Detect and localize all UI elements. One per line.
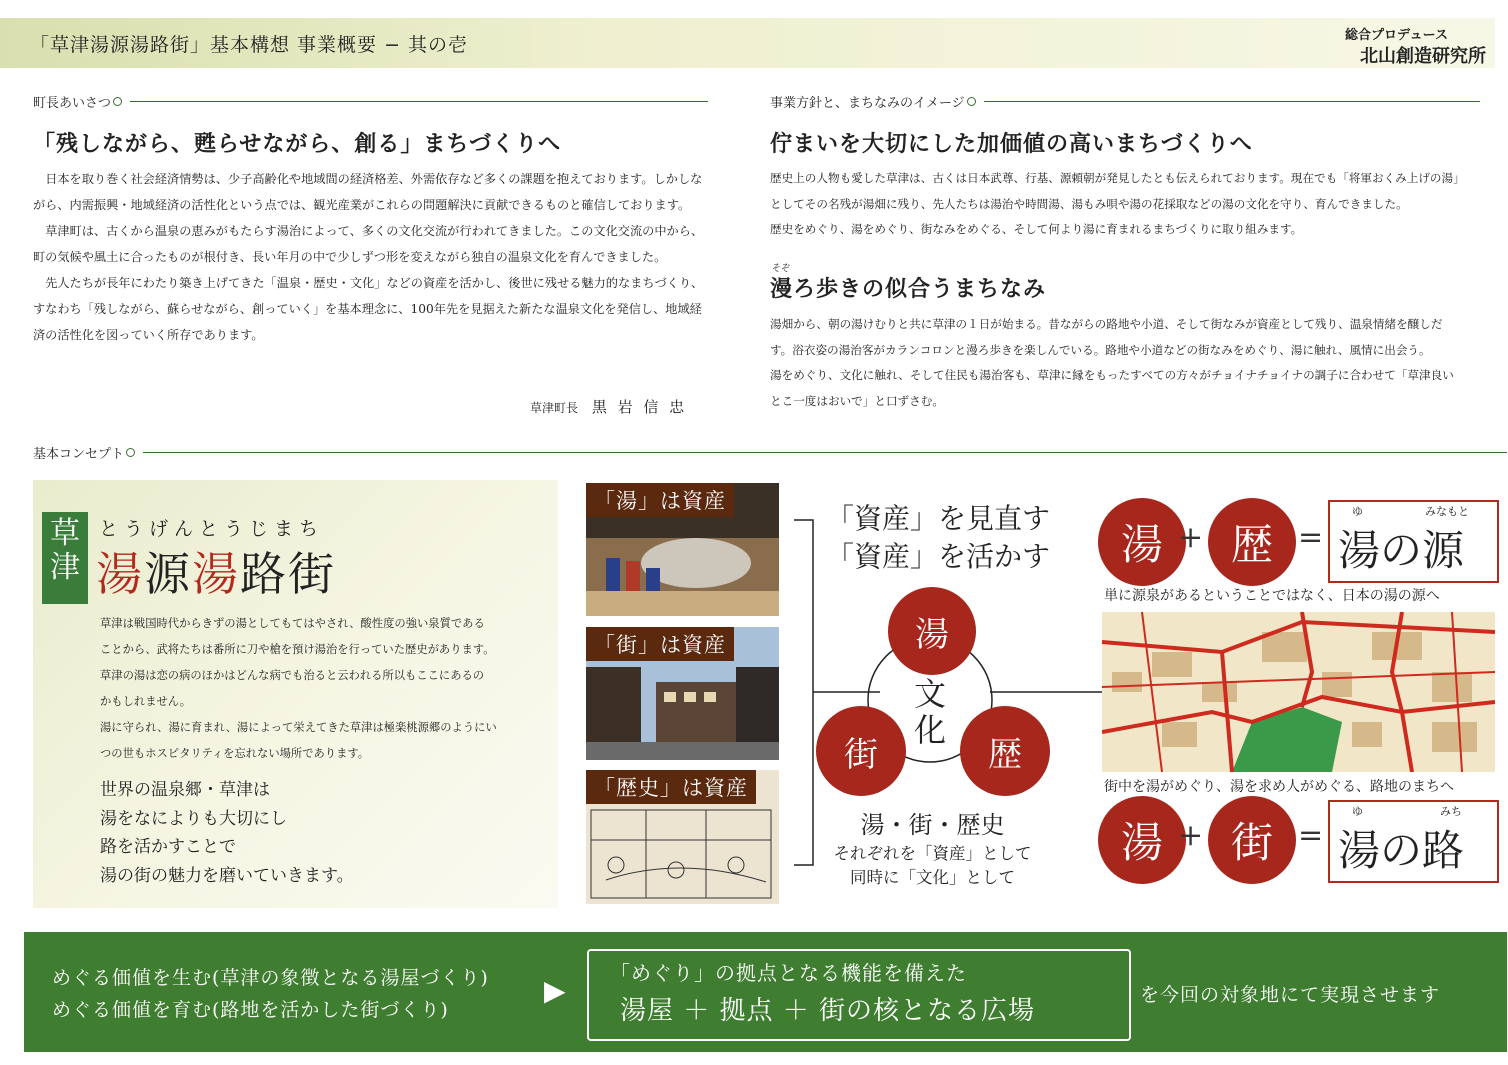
- motto-line: 路を活かすことで: [100, 837, 236, 857]
- eq1-ruby-2: みなもと: [1425, 505, 1469, 518]
- concept-description: [100, 611, 540, 767]
- eq2-ruby-1: ゆ: [1352, 805, 1363, 818]
- diagram-slogans: [826, 500, 1050, 576]
- bunka-char: 文: [914, 675, 947, 713]
- brand-char: 路街: [240, 547, 336, 601]
- policy-body-1: [770, 166, 1490, 243]
- brand-kanji-2: 津: [50, 550, 80, 585]
- eq2-result: 湯の路: [1338, 826, 1465, 875]
- concept-line: 草津は戦国時代からきずの湯としてもてはやされ、酸性度の強い泉質である: [100, 617, 485, 630]
- photo-label: 「歴史」は資産: [586, 770, 756, 804]
- eq2-ruby-2: みち: [1440, 805, 1462, 818]
- brand-char: 湯: [96, 547, 144, 601]
- concept-line: ことから、武将たちは番所に刀や槍を預け湯治を行っていた歴史があります。: [100, 643, 495, 656]
- producer-label: 総合プロデュース: [1345, 28, 1448, 43]
- photo-label: 「湯」は資産: [586, 483, 734, 517]
- eq2-circle-yu: 湯: [1098, 796, 1186, 884]
- greeting-section-label: [33, 92, 708, 111]
- eq2-plus: +: [1178, 818, 1204, 853]
- policy-heading-2-ruby: そぞ: [772, 264, 791, 274]
- greeting-body: [33, 166, 708, 348]
- greeting-paragraph: 草津町は、古くから温泉の恵みがもたらす湯治によって、多くの文化交流が行われてきました。この文化交流の中から、町の気候や風土に合ったものが根付き、長い年月の中で少しずつ形を変えながら独自の温泉文化を育んできました。: [33, 224, 704, 264]
- eq2-circle-machi: 街: [1208, 796, 1296, 884]
- brand-kusatsu-badge: [42, 512, 88, 604]
- slogan-utilize: 「資産」を活かす: [826, 540, 1051, 573]
- greeting-paragraph: 先人たちが長年にわたり築き上げてきた「温泉・歴史・文化」などの資産を活かし、後世に残せる魅力的なまちづくり、すなわち「残しながら、蘇らせながら、創っていく」を基本理念に、100年先を見据えた新たな温泉文化を発信し、地域経済の活性化を図っていく所存であります。: [33, 276, 704, 342]
- bunka-char: 化: [914, 711, 947, 749]
- policy-label-text: 事業方針と、まちなみのイメージ: [770, 96, 965, 111]
- signature-name: 黒 岩 信 忠: [591, 398, 688, 416]
- motto-line: 世界の温泉郷・草津は: [100, 780, 270, 800]
- concept-line: 湯に守られ、湯に育まれ、湯によって栄えてきた草津は極楽桃源郷のようにい: [100, 721, 497, 734]
- greeting-paragraph: 日本を取り巻く社会経済情勢は、少子高齢化や地域間の経済格差、外需依存など多くの課題を抱えております。しかしながら、内需振興・地域経済の活性化という点では、観光産業がこれらの問題解決に貢献できるものと確信しております。: [33, 172, 703, 212]
- eq1-caption: 単に源泉があるということではなく、日本の湯の源へ: [1104, 588, 1440, 604]
- concept-line: かもしれません。: [100, 695, 192, 708]
- photo-label: 「街」は資産: [586, 627, 734, 661]
- circle-yu: 湯: [888, 587, 976, 675]
- policy-line: 湯畑から、朝の湯けむりと共に草津の１日が始まる。昔ながらの路地や小道、そして街なみが資産として残り、温泉情緒を醸しだ: [770, 317, 1443, 331]
- policy-heading-1: 佇まいを大切にした加価値の高いまちづくりへ: [770, 131, 1253, 157]
- policy-line: 歴史をめぐり、湯をめぐり、街なみをめぐる、そして何より湯に育まれるまちづくりに取り組みます。: [770, 222, 1303, 236]
- bottom-center-line-1: 「めぐり」の拠点となる機能を備えた: [610, 961, 967, 985]
- photo-street: [586, 627, 779, 760]
- map-caption: 街中を湯がめぐり、湯を求め人がめぐる、路地のまちへ: [1104, 779, 1454, 795]
- concept-line: 草津の湯は恋の病のほかはどんな病でも治ると云われる所以もここにあるの: [100, 669, 485, 682]
- slogan-review: 「資産」を見直す: [826, 502, 1051, 535]
- eq2-equals: =: [1298, 818, 1324, 853]
- bottom-arrow-icon: ▶: [544, 974, 566, 1007]
- eq1-equals: =: [1298, 520, 1324, 555]
- concept-line: つの世もホスピタリティを忘れない場所であります。: [100, 747, 370, 760]
- brand-ruby: とうげんとうじまち: [99, 518, 325, 540]
- concept-motto: [100, 776, 354, 890]
- circle-reki: 歴: [960, 706, 1050, 796]
- motto-line: 湯の街の魅力を磨いていきます。: [100, 865, 354, 886]
- policy-heading-2: 漫ろ歩きの似合うまちなみ: [770, 276, 1047, 302]
- eq1-circle-reki: 歴: [1208, 498, 1296, 586]
- motto-line: 湯をなによりも大切にし: [100, 808, 287, 829]
- brand-kanji-1: 草: [50, 516, 80, 551]
- eq1-result: 湯の源: [1338, 526, 1465, 575]
- greeting-heading: 「残しながら、甦らせながら、創る」まちづくりへ: [33, 131, 562, 157]
- producer-name: 北山創造研究所: [1360, 46, 1486, 67]
- brand-title: [96, 538, 336, 604]
- circle-machi: 街: [816, 706, 906, 796]
- bottom-left-line: めぐる価値を育む(路地を活かした街づくり): [52, 999, 449, 1021]
- bottom-center-line-2: 湯屋 ＋ 拠点 ＋ 街の核となる広場: [620, 996, 1036, 1026]
- brand-char: 湯: [192, 547, 240, 601]
- greeting-label-text: 町長あいさつ: [33, 96, 112, 111]
- policy-body-2: [770, 312, 1490, 414]
- caption-line: 同時に「文化」として: [850, 868, 1015, 887]
- caption-main: 湯・街・歴史: [860, 811, 1005, 839]
- signature-title: 草津町長: [530, 401, 579, 415]
- eq1-circle-yu: 湯: [1098, 498, 1186, 586]
- photo-history: [586, 770, 779, 904]
- bottom-left-line: めぐる価値を生む(草津の象徴となる湯屋づくり): [52, 967, 489, 989]
- bunka-label: [914, 676, 946, 748]
- eq1-plus: +: [1178, 520, 1204, 555]
- concept-section-label: [33, 443, 1507, 462]
- policy-line: 湯をめぐり、文化に触れ、そして住民も湯治客も、草津に縁をもったすべての方々がチョイナチョイナの調子に合わせて「草津良い: [770, 368, 1454, 382]
- eq1-ruby-1: ゆ: [1352, 505, 1363, 518]
- photo-yubatake: [586, 483, 779, 616]
- policy-line: 歴史上の人物も愛した草津は、古くは日本武尊、行基、源頼朝が発見したとも伝えられております。現在でも「将軍おくみ上げの湯」: [770, 171, 1465, 185]
- bottom-right-text: を今回の対象地にて実現させます: [1140, 984, 1441, 1006]
- diagram-caption: [820, 808, 1045, 890]
- policy-line: とこ一度はおいで」と口ずさむ。: [770, 393, 944, 408]
- bottom-left-text: [52, 962, 489, 1026]
- signature: [530, 396, 687, 417]
- town-map: [1102, 612, 1495, 772]
- document-title: 「草津湯源湯路街」基本構想 事業概要 − 其の壱: [30, 34, 469, 56]
- policy-section-label: [770, 92, 1480, 111]
- policy-line: す。浴衣姿の湯治客がカランコロンと漫ろ歩きを楽しんでいる。路地や小道などの街なみをめぐり、湯に触れ、風情に出会う。: [770, 342, 1431, 357]
- policy-line: としてその名残が湯畑に残り、先人たちは湯治や時間湯、湯もみ唄や湯の花採取などの湯の文化を守り、育んできました。: [770, 196, 1408, 211]
- caption-line: それぞれを「資産」として: [833, 844, 1032, 863]
- concept-label-text: 基本コンセプト: [33, 447, 125, 462]
- brand-char: 源: [144, 547, 192, 601]
